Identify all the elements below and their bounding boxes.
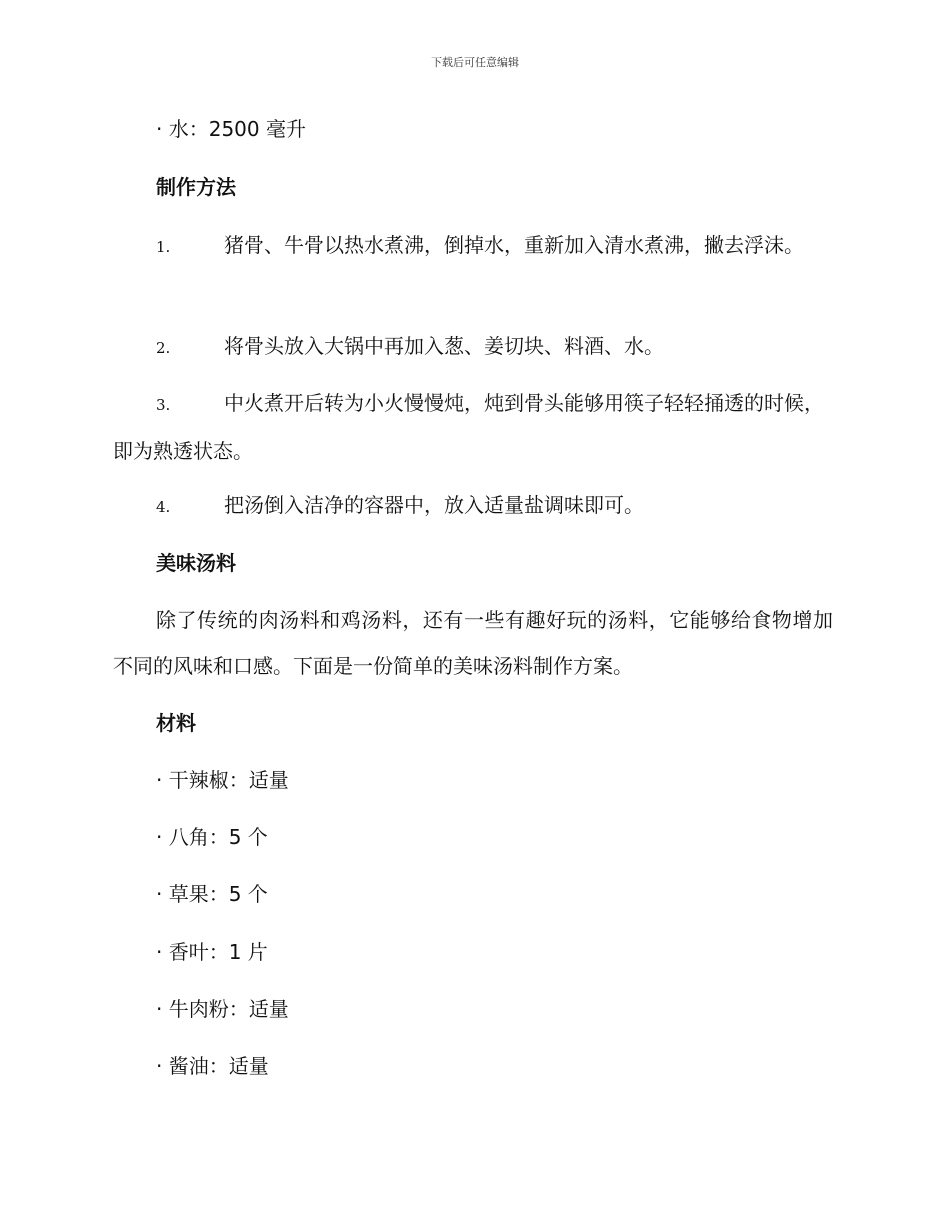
step-text: 猪骨、牛骨以热水煮沸，倒掉水，重新加入清水煮沸，撇去浮沫。 [224,233,804,257]
step-text: 把汤倒入洁净的容器中，放入适量盐调味即可。 [224,493,644,517]
ingredient-water: · 水：2500 毫升 [156,117,306,141]
step-number: 1. [156,238,171,256]
step-number: 4. [156,498,171,516]
step-text: 将骨头放入大锅中再加入葱、姜切块、料酒、水。 [224,334,664,358]
page-header: 下载后可任意编辑 [431,56,519,69]
material-item: · 八角：5 个 [156,825,268,849]
materials-heading: 材料 [156,711,196,735]
method-heading: 制作方法 [156,175,236,199]
tasty-paragraph: 除了传统的肉汤料和鸡汤料，还有一些有趣好玩的汤料，它能够给食物增加不同的风味和口感。下面是一份简单的美味汤料制作方案。 [113,608,833,678]
material-item: · 酱油：适量 [156,1054,269,1078]
material-item: · 草果：5 个 [156,882,268,906]
method-step-3 [113,380,833,474]
material-item: · 香叶：1 片 [156,940,268,964]
step-number: 3. [156,396,171,414]
method-step-2 [113,323,833,371]
step-text: 中火煮开后转为小火慢慢炖，炖到骨头能够用筷子轻轻捅透的时候，即为熟透状态。 [113,391,824,463]
material-item: · 干辣椒：适量 [156,768,289,792]
method-step-1 [113,222,833,270]
material-item: · 牛肉粉：适量 [156,997,289,1021]
tasty-heading: 美味汤料 [156,551,236,575]
step-number: 2. [156,339,171,357]
method-step-4 [113,482,833,530]
